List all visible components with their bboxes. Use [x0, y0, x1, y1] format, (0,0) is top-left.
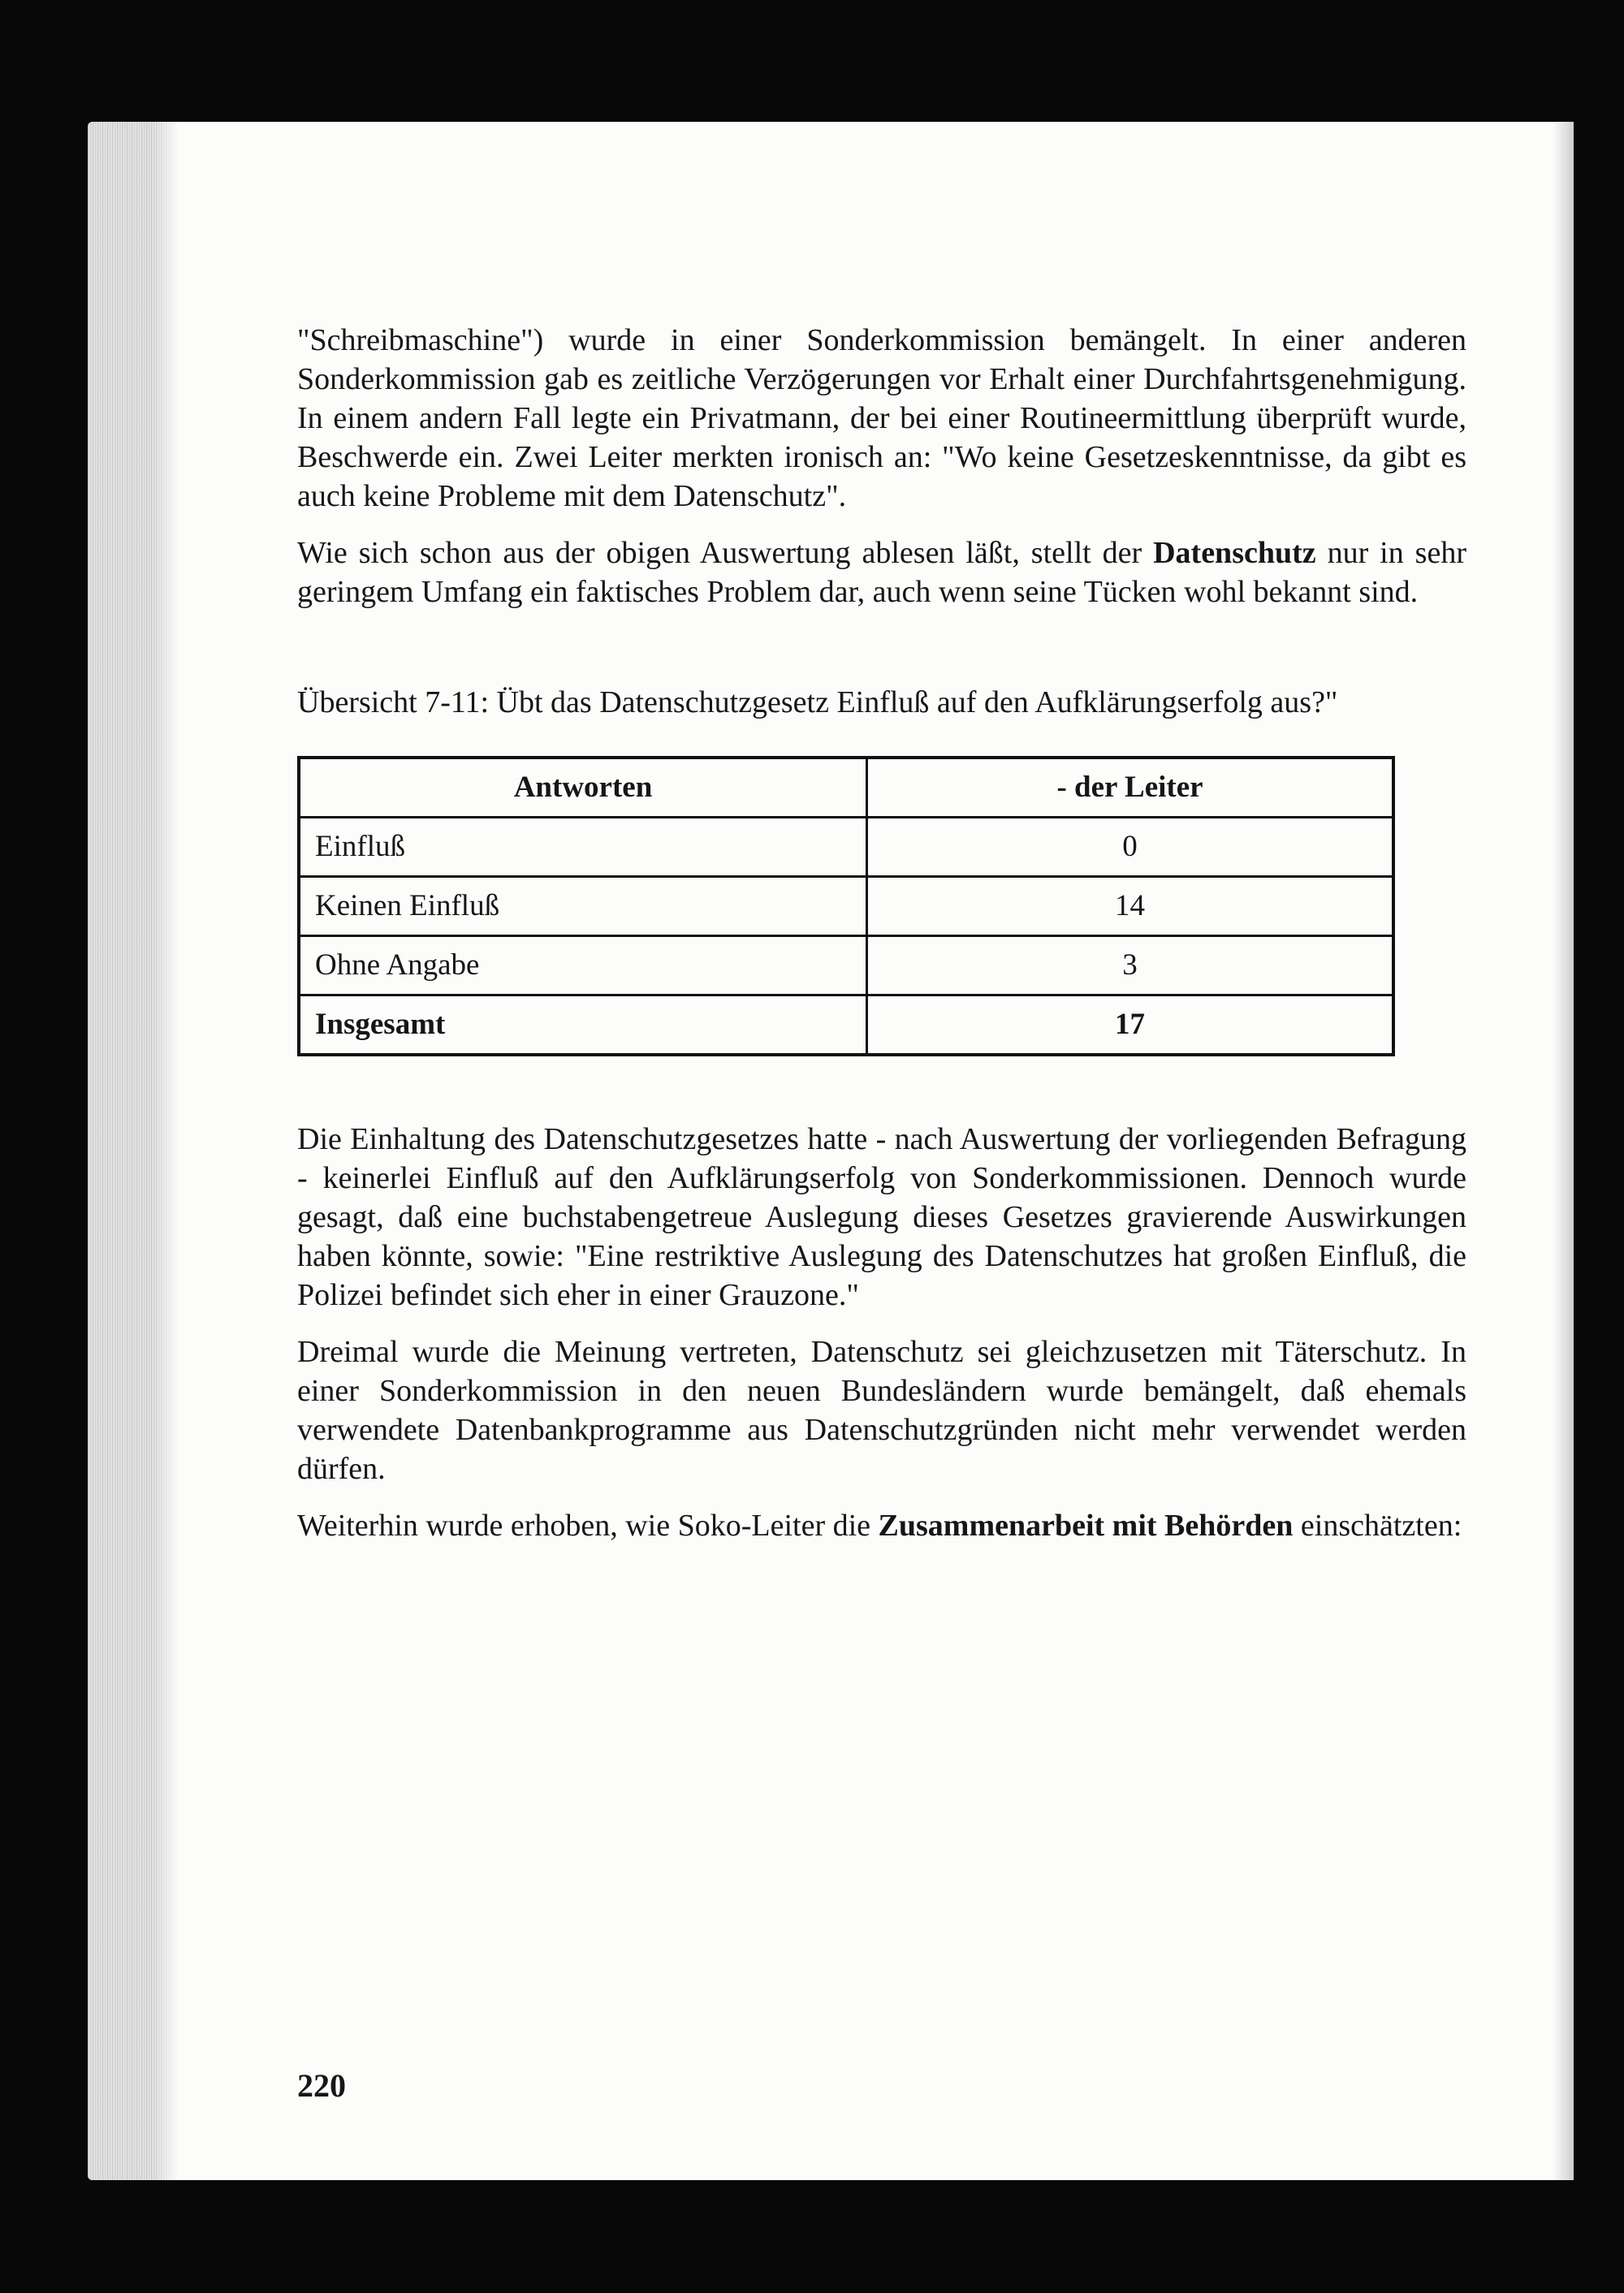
binding-shadow — [1553, 122, 1574, 2180]
text-run: "Schreibmaschine") wurde in einer Sonderkommission bemängelt. In einer anderen Sonderkommission gab es zeitliche Verzögerungen vor Erhalt einer Durchfahrtsgenehmigung. In einem andern Fall legte ein Privatmann, der bei einer Routineermittlung überprüft wurde, Beschwerde ein. Zwei Leiter merkten ironisch an: "Wo keine Gesetzeskenntnisse, da gibt es auch keine Probleme mit dem Datenschutz". — [297, 323, 1466, 513]
bold-term: Datenschutz — [1153, 536, 1316, 570]
page-number: 220 — [297, 2067, 346, 2104]
paragraphs-top — [297, 321, 1466, 611]
row-value: 3 — [867, 936, 1394, 995]
total-value: 17 — [867, 995, 1394, 1056]
table-row — [299, 818, 1393, 877]
text-run: nur in sehr geringem Umfang ein faktisches Problem dar, auch wenn seine Tücken wohl bekannt sind. — [297, 536, 1466, 609]
paragraphs-bottom — [297, 1120, 1466, 1545]
row-label: Einfluß — [299, 818, 867, 877]
table-total-row — [299, 995, 1393, 1056]
total-label: Insgesamt — [299, 995, 867, 1056]
table-header-row — [299, 758, 1393, 818]
row-value: 14 — [867, 877, 1394, 936]
results-table — [297, 756, 1395, 1056]
paragraph — [297, 1120, 1466, 1315]
paragraph — [297, 1332, 1466, 1488]
table-row — [299, 936, 1393, 995]
column-header-leaders: - der Leiter — [867, 758, 1394, 818]
row-label: Ohne Angabe — [299, 936, 867, 995]
bold-term: Zusammenarbeit mit Behörden — [878, 1509, 1294, 1543]
text-run: Die Einhaltung des Datenschutzgesetzes hatte - nach Auswertung der vorliegenden Befragung - keinerlei Einfluß auf den Aufklärungserfolg von Sonderkommissionen. Dennoch wurde gesagt, daß eine buchstabengetreue Auslegung dieses Gesetzes gravierende Auswirkungen haben könnte, sowie: "Eine restriktive Auslegung des Datenschutzes hat großen Einfluß, die Polizei befindet sich eher in einer Grauzone." — [297, 1122, 1466, 1312]
book-page — [88, 122, 1574, 2180]
page-edges — [88, 122, 179, 2180]
paragraph — [297, 1506, 1466, 1545]
paragraph — [297, 533, 1466, 611]
row-label: Keinen Einfluß — [299, 877, 867, 936]
table-caption: Übersicht 7-11: Übt das Datenschutzgesetz Einfluß auf den Aufklärungserfolg aus?" — [297, 685, 1338, 719]
text-run: einschätzten: — [1293, 1509, 1462, 1543]
paragraph — [297, 321, 1466, 516]
text-run: Wie sich schon aus der obigen Auswertung ablesen läßt, stellt der — [297, 536, 1154, 570]
row-value: 0 — [867, 818, 1394, 877]
text-run: Weiterhin wurde erhoben, wie Soko-Leiter die — [297, 1509, 879, 1543]
page-content — [297, 321, 1466, 1563]
table-row — [299, 877, 1393, 936]
text-run: Dreimal wurde die Meinung vertreten, Datenschutz sei gleichzusetzen mit Täterschutz. In einer Sonderkommission in den neuen Bundesländern wurde bemängelt, daß ehemals verwendete Datenbankprogramme aus Datenschutzgründen nicht mehr verwendet werden dürfen. — [297, 1335, 1466, 1486]
column-header-answers: Antworten — [299, 758, 867, 818]
